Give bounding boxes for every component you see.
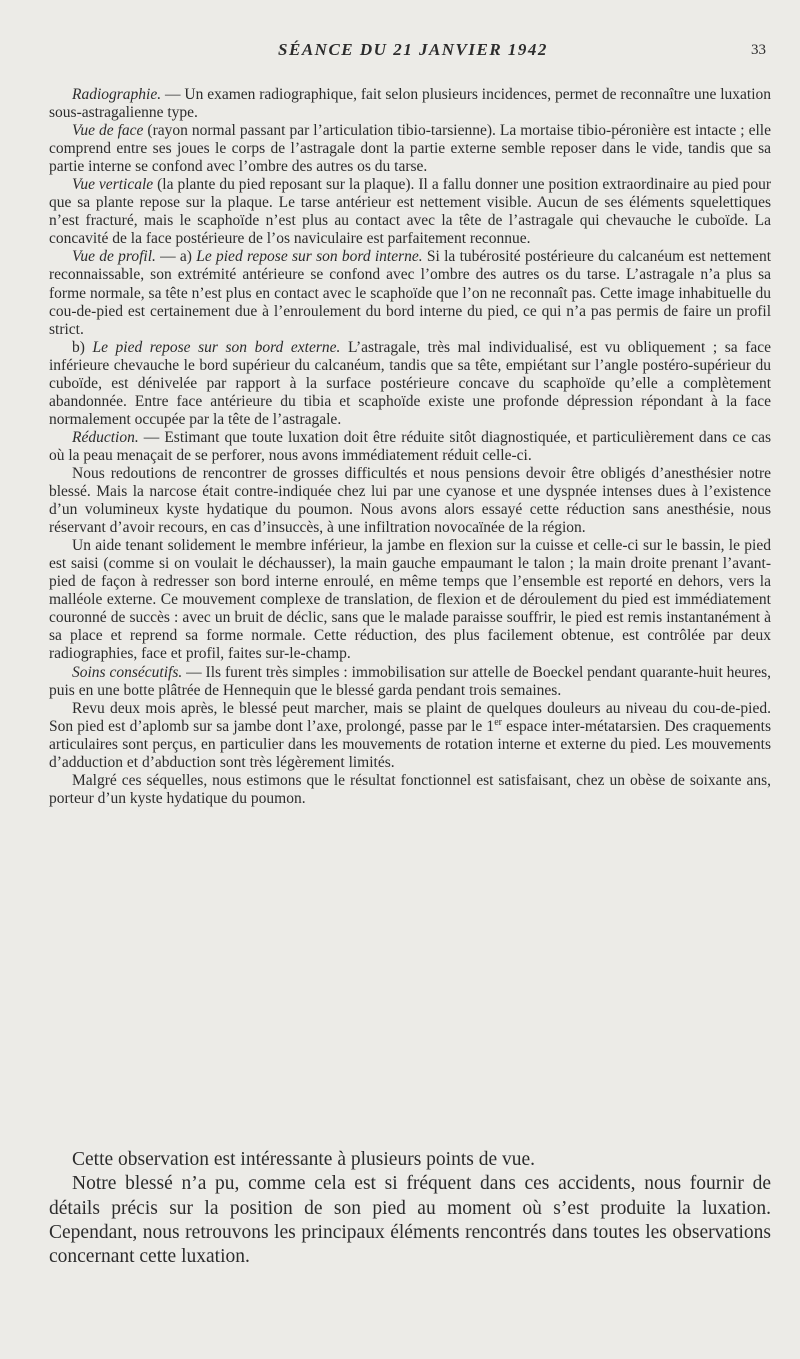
run-in-heading: Vue de face [72,122,144,140]
paragraph-radiographie: Radiographie. — Un examen radiographique, fait selon plusieurs incidences, permet de reconnaître une luxation sous-astragalienne type. [49,86,772,122]
closing-text [49,1148,771,1269]
paragraph-manoeuvre: Un aide tenant solidement le membre inférieur, la jambe en flexion sur la cuisse et celle-ci sur le bassin, le pied est saisi (comme si on voulait le déchausser), la main gauche empaumant le talon ; la main droite prenant l’avant-pied de façon à redresser son bord interne enroulé, en même temps que l’ensemble est reporté en dehors, vers la malléole externe. Ce mouvement complexe de translation, de flexion et de déroulement du pied est immédiatement couronné de succès : avec un bruit de déclic, sans que le malade paraisse souffrir, le pied est remis instantanément à sa place et reprend sa forme normale. Cette réduction, des plus facilement obtenue, est contrôlée par deux radiographies, face et profil, faites sur-le-champ. [49,537,771,663]
run-in-heading: Soins consécutifs. [72,663,183,681]
paragraph-vue-de-face: Vue de face (rayon normal passant par l’articulation tibio-tarsienne). La mortaise tibio-péronière est intacte ; elle comprend entre ses joues le corps de l’astragale dont la partie externe semble reposer dans le vide, tandis que sa partie interne se confond avec l’ombre des autres os du tarse. [49,122,771,176]
page-number: 33 [751,42,766,58]
run-in-heading: Vue de profil. [72,248,156,266]
sub-heading: Le pied repose sur son bord externe. [92,338,341,356]
paragraph-bord-externe: b) Le pied repose sur son bord externe. L’astragale, très mal individualisé, est vu obliquement ; sa face inférieure chevauche le bord supérieur du calcanéum, tandis que sa tête, empiétant sur l’angle postéro-supérieur du cuboïde, est dénivelée par rapport à la surface postérieure concave du scaphoïde qu’elle a complètement abandonnée. Entre face antérieure du tibia et scaphoïde existe une profonde dépression répondant à la face normalement occupée par la tête de l’astragale. [49,338,772,428]
run-in-heading: Vue verticale [72,176,154,194]
paragraph-reduction: Réduction. — Estimant que toute luxation doit être réduite sitôt diagnostiquée, et particulièrement dans ce cas où la peau menaçait de se perforer, nous avons immédiatement réduit celle-ci. [49,428,771,464]
running-title: SÉANCE DU 21 JANVIER 1942 [278,40,548,59]
paragraph-sequelles: Malgré ces séquelles, nous estimons que le résultat fonctionnel est satisfaisant, chez un obèse de soixante ans, porteur d’un kyste hydatique du poumon. [49,771,771,807]
run-in-heading: Réduction. [72,428,139,446]
paragraph-vue-verticale: Vue verticale (la plante du pied reposant sur la plaque). Il a fallu donner une position extraordinaire au pied pour que sa plante repose sur la plaque. Le tarse antérieur est nettement visible. Aucun de ses éléments squelettiques n’est fracturé, mais le scaphoïde n’est plus au contact avec la tête de l’astragale qui chevauche le cuboïde. La concavité de la face postérieure de l’os naviculaire est parfaitement reconnue. [49,176,772,248]
paragraph-soins-consecutifs: Soins consécutifs. — Ils furent très simples : immobilisation sur attelle de Boeckel pendant quarante-huit heures, puis en une botte plâtrée de Hennequin que le blessé garda pendant trois semaines. [49,663,772,699]
paragraph-difficultes: Nous redoutions de rencontrer de grosses difficultés et nous pensions devoir être obligés d’anesthésier notre blessé. Mais la narcose était contre-indiquée chez lui par une cyanose et une dyspnée intenses dues à l’existence d’un volumineux kyste hydatique du poumon. Nous avons alors essayé cette réduction sans anesthésie, nous réservant d’avoir recours, en cas d’insuccès, à une infiltration novocaïnée de la région. [49,464,771,537]
sub-heading: Le pied repose sur son bord interne. [196,248,423,266]
run-in-heading: Radiographie. [72,86,162,103]
paragraph-revu: Revu deux mois après, le blessé peut marcher, mais se plaint de quelques douleurs au niveau du cou-de-pied. Son pied est d’aplomb sur sa jambe dont l’axe, prolongé, passe par le 1er espace inter-métatarsien. Des craquements articulaires sont perçus, en particulier dans les mouvements de rotation interne et externe du pied. Les mouvements d’adduction et d’abduction sont très légèrement limités. [49,699,771,771]
closing-paragraph-2: Notre blessé n’a pu, comme cela est si fréquent dans ces accidents, nous fournir de détails précis sur la position de son pied au moment où s’est produite la luxation. Cependant, nous retrouvons les principaux éléments rencontrés dans toutes les observations concernant cette luxation. [49,1173,771,1268]
body-text [49,86,771,808]
closing-paragraph-1: Cette observation est intéressante à plusieurs points de vue. [72,1149,536,1170]
paragraph-vue-de-profil: Vue de profil. — a) Le pied repose sur son bord interne. Si la tubérosité postérieure du calcanéum est nettement reconnaissable, son extrémité antérieure se confond avec l’ombre des autres os du tarse. L’astragale n’a plus sa forme normale, sa tête n’est plus en contact avec le scaphoïde que l’on ne reconnaît pas. Cette image inhabituelle du cou-de-pied est certainement due à l’enroulement du bord interne du pied, ce qui n’a pas permis de faire un profil strict. [49,248,771,338]
page-header [60,40,766,66]
